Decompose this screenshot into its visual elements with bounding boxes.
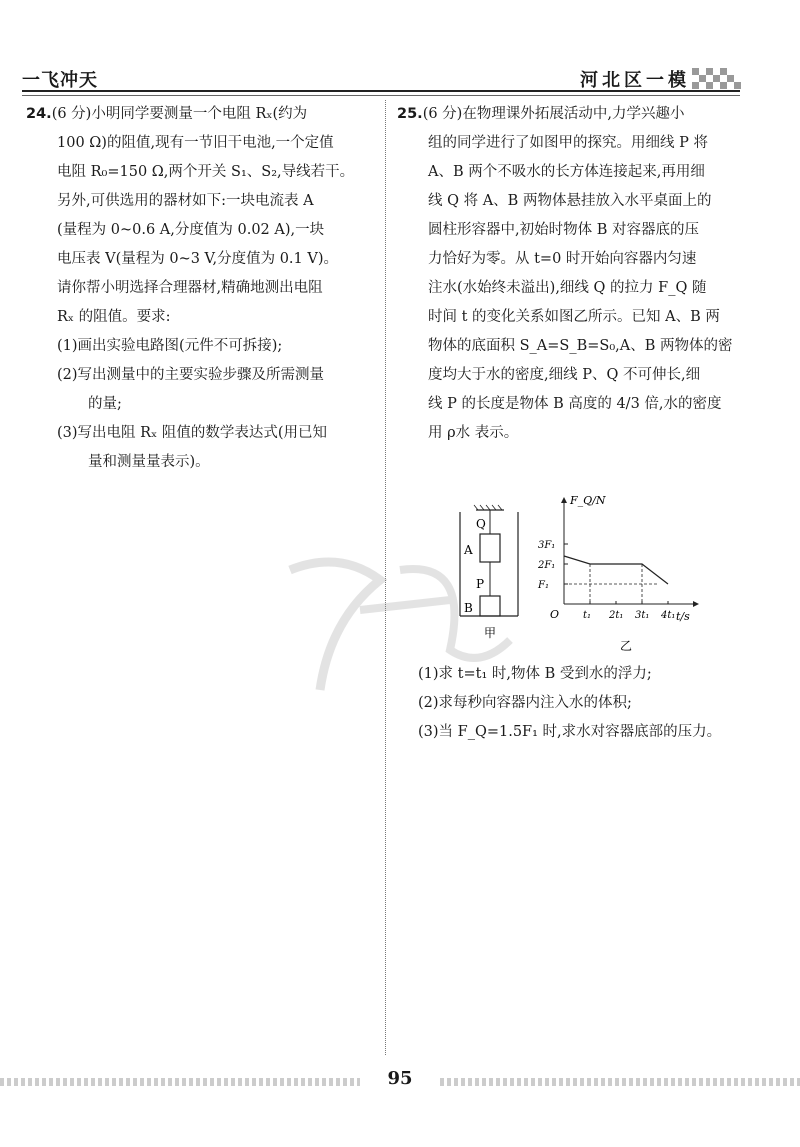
q25-line: 线 P 的长度是物体 B 高度的 4/3 倍,水的密度 [428, 396, 722, 412]
q25-item-1: (1)求 t=t₁ 时,物体 B 受到水的浮力; [418, 666, 652, 682]
x-tick-label: t₁ [583, 610, 592, 621]
q25-item-2: (2)求每秒向容器内注入水的体积; [418, 695, 632, 711]
x-tick-label: 4t₁ [661, 610, 676, 621]
q25-line: 线 Q 将 A、B 两物体悬挂放入水平桌面上的 [428, 193, 712, 209]
origin-label: O [550, 608, 560, 621]
header-rule-thin [22, 95, 740, 96]
q25-line: 25.(6 分)在物理课外拓展活动中,力学兴趣小 [397, 106, 685, 122]
q25-line: 时间 t 的变化关系如图乙所示。已知 A、B 两 [428, 309, 720, 325]
q24-item-2: (2)写出测量中的主要实验步骤及所需测量 [57, 367, 325, 383]
q24-item-1: (1)画出实验电路图(元件不可拆接); [57, 338, 283, 354]
fq-series-line [564, 556, 668, 584]
question-24 [26, 100, 378, 477]
q24-line: 请你帮小明选择合理器材,精确地测出电阻 [57, 280, 323, 296]
figure-b-chart [536, 492, 746, 657]
q24-item-3: (3)写出电阻 Rₓ 阻值的数学表达式(用已知 [57, 425, 327, 441]
q24-item-2-cont: 的量; [88, 396, 122, 412]
figure-a [452, 504, 532, 644]
q25-number: 25. [397, 106, 423, 122]
page-footer [0, 1068, 800, 1089]
q25-line: 度均大于水的密度,细线 P、Q 不可伸长,细 [428, 367, 701, 383]
header-rule [22, 90, 740, 92]
q24-line: 24.(6 分)小明同学要测量一个电阻 Rₓ(约为 [26, 106, 308, 122]
caption-b: 乙 [620, 639, 633, 653]
y-tick-label: 2F₁ [538, 560, 556, 571]
q25-line: 圆柱形容器中,初始时物体 B 对容器底的压 [428, 222, 699, 238]
header-checker-decoration [692, 68, 740, 92]
column-divider [385, 100, 386, 1055]
x-tick-label: 3t₁ [635, 610, 650, 621]
q25-item-3: (3)当 F_Q=1.5F₁ 时,求水对容器底部的压力。 [418, 724, 722, 740]
q24-line: 100 Ω)的阻值,现有一节旧干电池,一个定值 [57, 135, 334, 151]
label-b: B [464, 601, 473, 615]
question-25 [397, 100, 777, 448]
q25-line: 用 ρ水 表示。 [428, 425, 519, 441]
exam-title: 河北区一模 [580, 70, 690, 91]
q25-line: A、B 两个不吸水的长方体连接起来,再用细 [428, 164, 705, 180]
q25-line: 注水(水始终未溢出),细线 Q 的拉力 F_Q 随 [428, 280, 707, 296]
q25-line: 力恰好为零。从 t=0 时开始向容器内匀速 [428, 251, 697, 267]
label-p: P [476, 577, 485, 591]
q25-line: 组的同学进行了如图甲的探究。用细线 P 将 [428, 135, 708, 151]
q24-line: 电压表 V(量程为 0~3 V,分度值为 0.1 V)。 [57, 251, 339, 267]
q25-subquestions [418, 660, 778, 747]
q24-line: 电阻 R₀=150 Ω,两个开关 S₁、S₂,导线若干。 [57, 164, 355, 180]
x-tick-label: 2t₁ [609, 610, 624, 621]
label-a: A [464, 543, 473, 557]
y-tick-label: F₁ [538, 580, 549, 591]
label-q: Q [476, 517, 486, 531]
x-axis-label: t/s [676, 610, 690, 623]
block-a [480, 534, 500, 562]
block-b [480, 596, 500, 616]
q25-line: 物体的底面积 S_A=S_B=S₀,A、B 两物体的密 [428, 338, 733, 354]
q24-number: 24. [26, 106, 52, 122]
q24-item-3-cont: 量和测量量表示)。 [88, 454, 210, 470]
page-number: 95 [387, 1068, 413, 1089]
q24-line: Rₓ 的阻值。要求: [57, 309, 171, 325]
y-tick-label: 3F₁ [538, 540, 556, 551]
q24-line: 另外,可供选用的器材如下:一块电流表 A [57, 193, 314, 209]
q24-line: (量程为 0~0.6 A,分度值为 0.02 A),一块 [57, 222, 325, 238]
y-axis-label: F_Q/N [570, 494, 606, 507]
caption-a: 甲 [484, 626, 497, 640]
series-title: 一飞冲天 [22, 70, 98, 91]
